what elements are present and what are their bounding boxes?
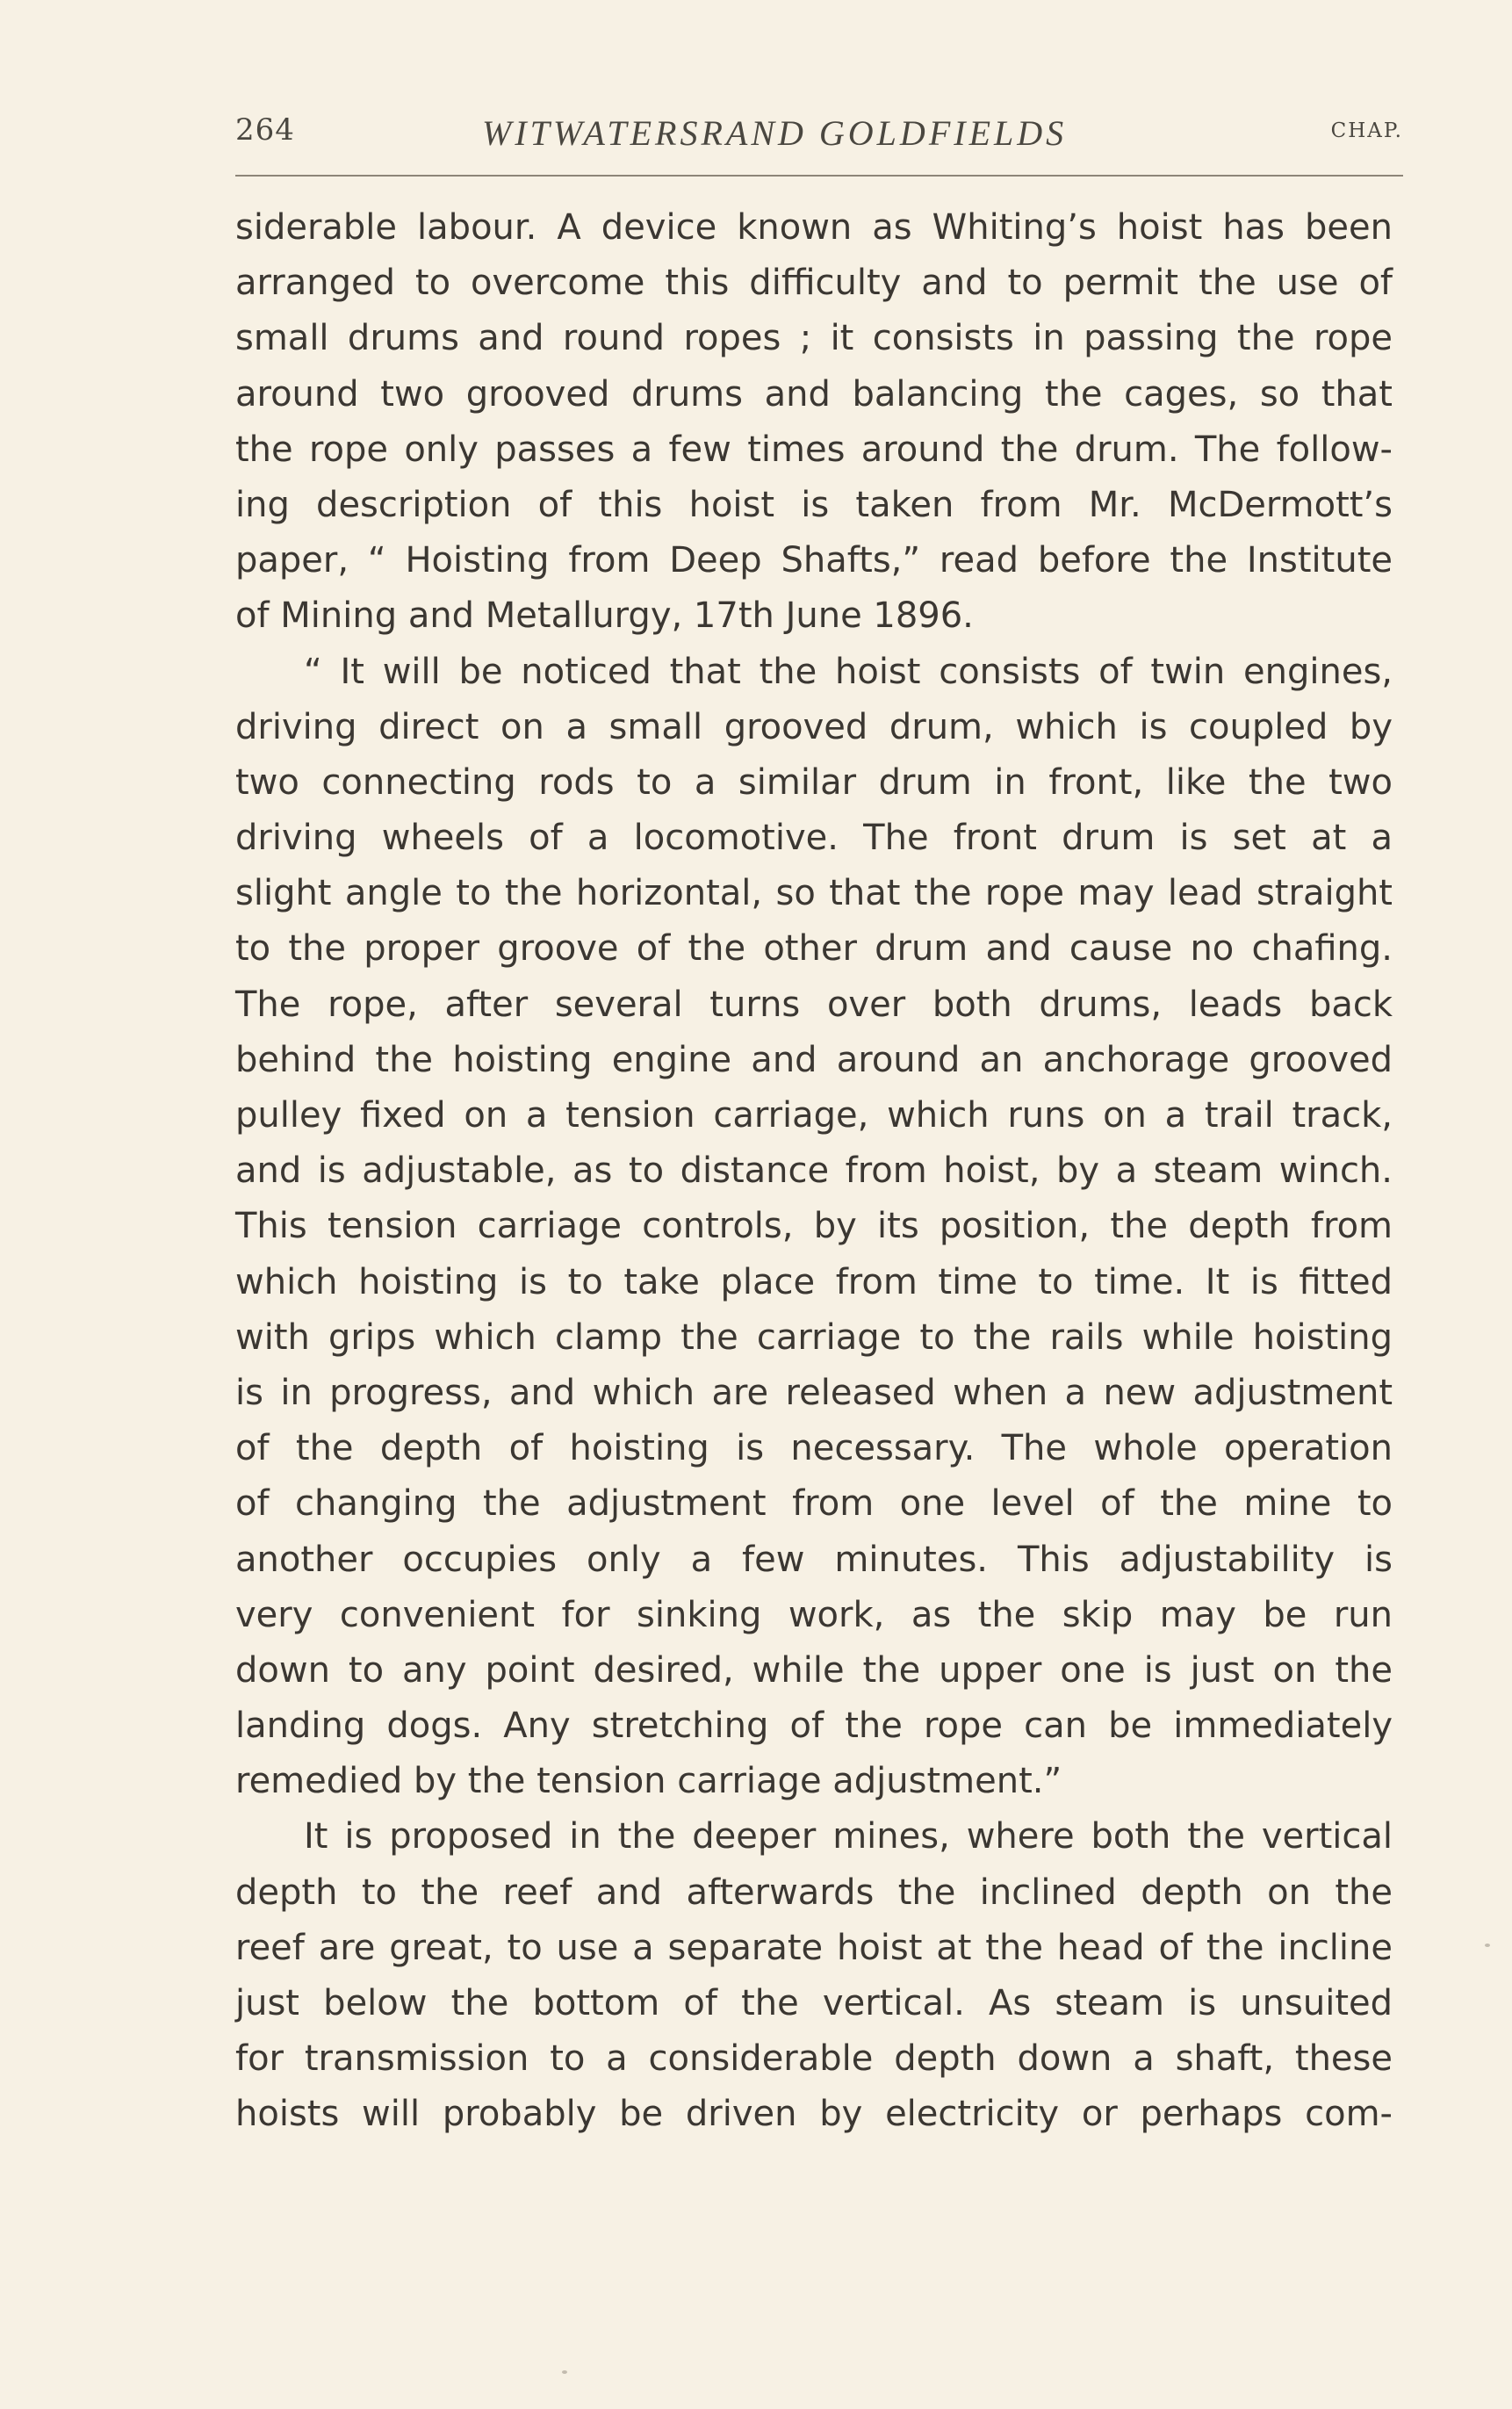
paper-speck xyxy=(1485,1944,1490,1947)
text-line: with grips which clamp the carriage to the rails while hoisting xyxy=(235,1316,1393,1358)
text-line: another occupies only a few minutes. This adjustability is xyxy=(235,1539,1393,1580)
text-line: of changing the adjustment from one level of the mine to xyxy=(235,1483,1393,1525)
chapter-label: CHAP. xyxy=(1330,119,1403,142)
text-line: siderable labour. A device known as Whiting’s hoist has been xyxy=(235,207,1393,248)
text-line: paper, “ Hoisting from Deep Shafts,” read before the Institute xyxy=(235,540,1393,581)
text-line: which hoisting is to take place from time to time. It is fitted xyxy=(235,1261,1393,1302)
text-line: two connecting rods to a similar drum in front, like the two xyxy=(235,761,1393,803)
text-line: small drums and round ropes ; it consists in passing the rope xyxy=(235,318,1393,359)
text-line: very convenient for sinking work, as the skip may be run xyxy=(235,1594,1393,1635)
text-line: is in progress, and which are released when a new adjustment xyxy=(235,1372,1393,1413)
text-line: driving direct on a small grooved drum, which is coupled by xyxy=(235,706,1393,747)
running-title: WITWATERSRAND GOLDFIELDS xyxy=(482,113,1068,153)
text-line: This tension carriage controls, by its position, the depth from xyxy=(235,1206,1393,1247)
body-text xyxy=(235,200,1393,2143)
text-line: depth to the reef and afterwards the inclined depth on the xyxy=(235,1872,1393,1913)
paper-speck xyxy=(562,2370,567,2374)
text-line: just below the bottom of the vertical. As steam is unsuited xyxy=(235,1983,1393,2023)
text-line: It is proposed in the deeper mines, where both the vertical xyxy=(304,1816,1393,1857)
text-line: landing dogs. Any stretching of the rope can be immediately xyxy=(235,1706,1393,1747)
page-number: 264 xyxy=(235,112,295,148)
text-line: pulley fixed on a tension carriage, which runs on a trail track, xyxy=(235,1095,1393,1136)
text-line: The rope, after several turns over both drums, leads back xyxy=(235,984,1393,1025)
text-line: arranged to overcome this difficulty and to permit the use of xyxy=(235,263,1393,304)
text-line: “ It will be noticed that the hoist consists of twin engines, xyxy=(304,651,1393,692)
text-line: reef are great, to use a separate hoist at the head of the incline xyxy=(235,1927,1393,1968)
text-line: of the depth of hoisting is necessary. The whole operation xyxy=(235,1428,1393,1469)
header-rule xyxy=(235,175,1403,177)
text-line: to the proper groove of the other drum and cause no chafing. xyxy=(235,928,1393,970)
text-line: down to any point desired, while the upper one is just on the xyxy=(235,1649,1393,1691)
text-line: remedied by the tension carriage adjustment.” xyxy=(235,1761,1062,1802)
text-line: ing description of this hoist is taken from Mr. McDermott’s xyxy=(235,484,1393,525)
text-line: around two grooved drums and balancing the cages, so that xyxy=(235,373,1393,415)
text-line: for transmission to a considerable depth down a shaft, these xyxy=(235,2038,1393,2080)
text-line: slight angle to the horizontal, so that the rope may lead straight xyxy=(235,873,1393,914)
text-line: driving wheels of a locomotive. The front drum is set at a xyxy=(235,818,1393,859)
text-line: hoists will probably be driven by electricity or perhaps com- xyxy=(235,2094,1393,2135)
text-line: the rope only passes a few times around the drum. The follow- xyxy=(235,429,1393,470)
running-head xyxy=(235,112,1403,156)
text-line: of Mining and Metallurgy, 17th June 1896. xyxy=(235,595,974,637)
text-line: behind the hoisting engine and around an anchorage grooved xyxy=(235,1039,1393,1080)
text-line: and is adjustable, as to distance from hoist, by a steam winch. xyxy=(235,1150,1393,1192)
